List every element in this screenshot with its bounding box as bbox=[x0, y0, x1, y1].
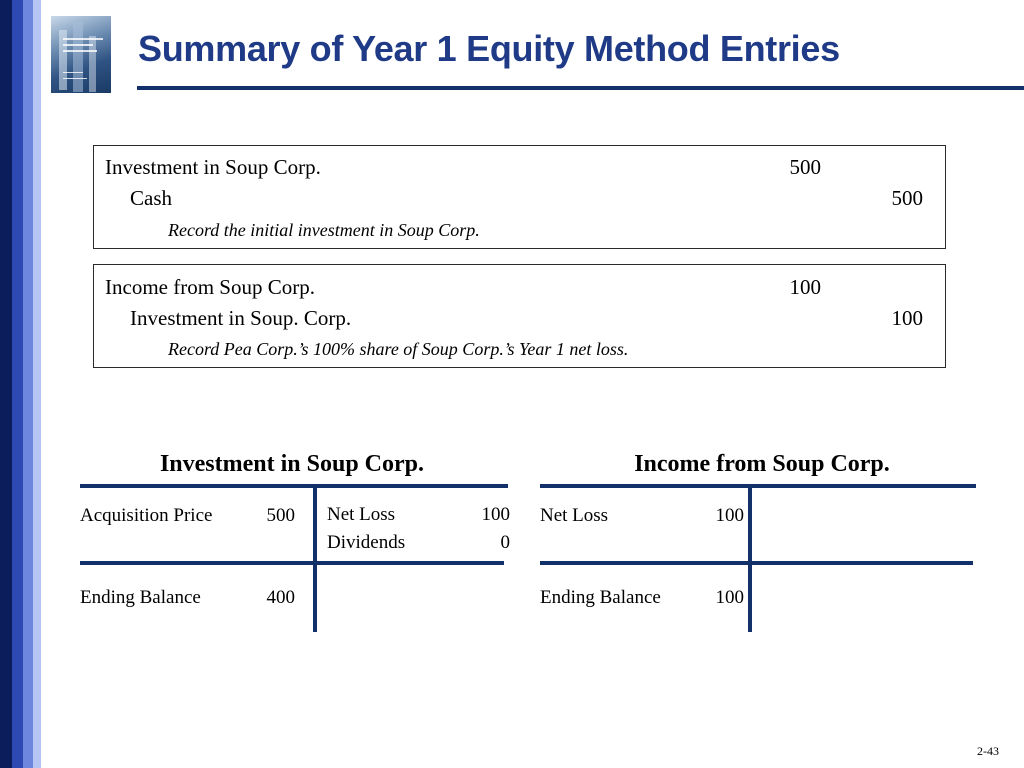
credit-label: Net Loss bbox=[327, 504, 396, 525]
journal-entry-box bbox=[93, 264, 946, 368]
book-cover-image bbox=[51, 16, 111, 93]
t-account-balance-rule bbox=[540, 561, 973, 565]
balance-label: Ending Balance bbox=[540, 587, 661, 608]
left-bar-light bbox=[33, 0, 41, 768]
t-account-title: Income from Soup Corp. bbox=[634, 451, 890, 477]
slide-title: Summary of Year 1 Equity Method Entries bbox=[138, 28, 840, 69]
t-account-divider bbox=[748, 484, 752, 632]
credit-amount: 0 bbox=[500, 532, 510, 553]
page-number: 2-43 bbox=[977, 744, 999, 758]
credit-amount: 500 bbox=[891, 186, 923, 210]
t-account-balance-rule bbox=[80, 561, 504, 565]
entry-memo: Record the initial investment in Soup Corp. bbox=[168, 220, 480, 240]
credit-account: Cash bbox=[130, 186, 172, 210]
credit-amount: 100 bbox=[481, 504, 510, 525]
debit-account: Income from Soup Corp. bbox=[105, 275, 315, 299]
left-bar-mid bbox=[23, 0, 33, 768]
t-account-title: Investment in Soup Corp. bbox=[159, 451, 425, 477]
debit-amount: 100 bbox=[789, 275, 821, 299]
debit-label: Net Loss bbox=[540, 505, 609, 526]
journal-entry-box bbox=[93, 145, 946, 249]
credit-label: Dividends bbox=[327, 532, 406, 553]
t-account-top-rule bbox=[540, 484, 976, 488]
t-account-divider bbox=[313, 484, 317, 632]
debit-amount: 500 bbox=[266, 505, 295, 526]
balance-amount: 400 bbox=[266, 587, 295, 608]
balance-label: Ending Balance bbox=[80, 587, 201, 608]
debit-amount: 500 bbox=[789, 155, 821, 179]
debit-amount: 100 bbox=[715, 505, 744, 526]
left-bar-blue bbox=[12, 0, 23, 768]
credit-amount: 100 bbox=[891, 306, 923, 330]
credit-account: Investment in Soup. Corp. bbox=[130, 306, 352, 330]
balance-amount: 100 bbox=[715, 587, 744, 608]
debit-account: Investment in Soup Corp. bbox=[105, 155, 321, 179]
title-underline bbox=[137, 86, 1024, 90]
debit-label: Acquisition Price bbox=[80, 505, 213, 526]
left-bar-navy bbox=[0, 0, 12, 768]
t-account-top-rule bbox=[80, 484, 508, 488]
entry-memo: Record Pea Corp.’s 100% share of Soup Corp.’s Year 1 net loss. bbox=[168, 339, 629, 359]
